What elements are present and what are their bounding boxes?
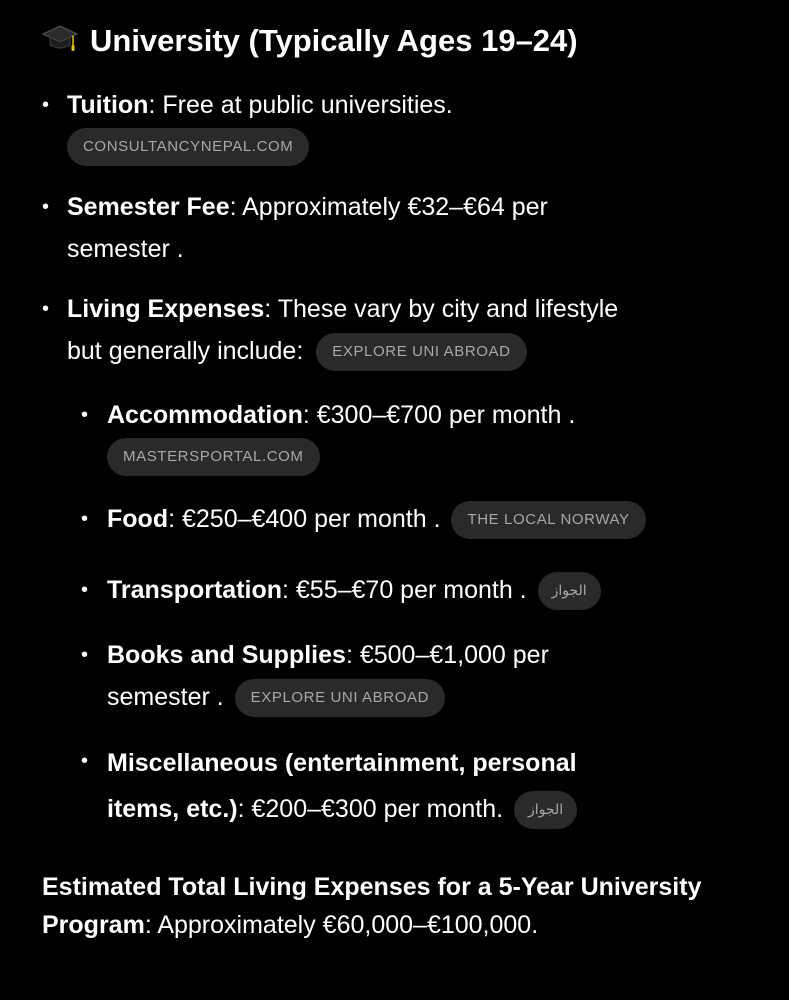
item-term: Tuition — [67, 91, 149, 119]
item-term: Books and Supplies — [107, 641, 346, 669]
item-text: semester . — [107, 683, 224, 711]
source-chip-mastersportal[interactable]: MASTERSPORTAL.COM — [107, 438, 320, 476]
section-heading-text: University (Typically Ages 19–24) — [90, 23, 578, 58]
list-item-tuition — [67, 84, 757, 126]
item-text: : €500–€1,000 per — [345, 641, 549, 669]
bullet: • — [42, 298, 50, 320]
item-term: Living Expenses — [67, 295, 265, 323]
sublist-item-miscellaneous — [107, 740, 777, 832]
sublist-item-transportation — [107, 569, 767, 611]
bullet: • — [81, 508, 89, 530]
item-text: : These vary by city and lifestyle — [264, 295, 619, 323]
item-term: Semester Fee — [67, 193, 230, 221]
list-item-semester-fee — [67, 186, 757, 270]
item-text: : €250–€400 per month . — [168, 505, 441, 533]
summary-paragraph — [42, 868, 742, 944]
bullet: • — [81, 579, 89, 601]
item-text: : €200–€300 per month. — [237, 795, 504, 823]
source-chip-aljawaz[interactable]: الجواز — [514, 791, 577, 829]
bullet: • — [81, 404, 89, 426]
item-text: semester . — [67, 235, 184, 263]
section-heading — [42, 20, 762, 61]
summary-text: : Approximately €60,000–€100,000. — [144, 911, 539, 939]
sublist-item-accommodation — [107, 394, 767, 436]
bullet: • — [42, 196, 50, 218]
bullet: • — [42, 94, 50, 116]
item-term: Miscellaneous (entertainment, personal — [107, 749, 577, 777]
item-term: items, etc.) — [107, 795, 238, 823]
item-term: Food — [107, 505, 169, 533]
source-chip-explore-uni-abroad[interactable]: EXPLORE UNI ABROAD — [235, 679, 445, 717]
list-item-living-expenses — [67, 288, 767, 372]
item-text: but generally include: — [67, 337, 304, 365]
bullet: • — [81, 750, 89, 772]
sublist-item-food — [107, 498, 767, 540]
summary-term: Estimated Total Living Expenses for a 5-Year University Program — [42, 873, 702, 939]
source-chip-consultancynepal[interactable]: CONSULTANCYNEPAL.COM — [67, 128, 309, 166]
source-chip-aljawaz[interactable]: الجواز — [538, 572, 601, 610]
item-text: : €55–€70 per month . — [282, 576, 527, 604]
source-chip-the-local-norway[interactable]: THE LOCAL NORWAY — [451, 501, 645, 539]
graduation-cap-icon — [42, 20, 78, 56]
item-text: : €300–€700 per month . — [302, 401, 576, 429]
item-text: : Free at public universities. — [148, 91, 453, 119]
item-term: Accommodation — [107, 401, 303, 429]
item-text: : Approximately €32–€64 per — [229, 193, 548, 221]
bullet: • — [81, 644, 89, 666]
item-term: Transportation — [107, 576, 283, 604]
source-chip-explore-uni-abroad[interactable]: EXPLORE UNI ABROAD — [316, 333, 526, 371]
sublist-item-books-supplies — [107, 634, 767, 718]
